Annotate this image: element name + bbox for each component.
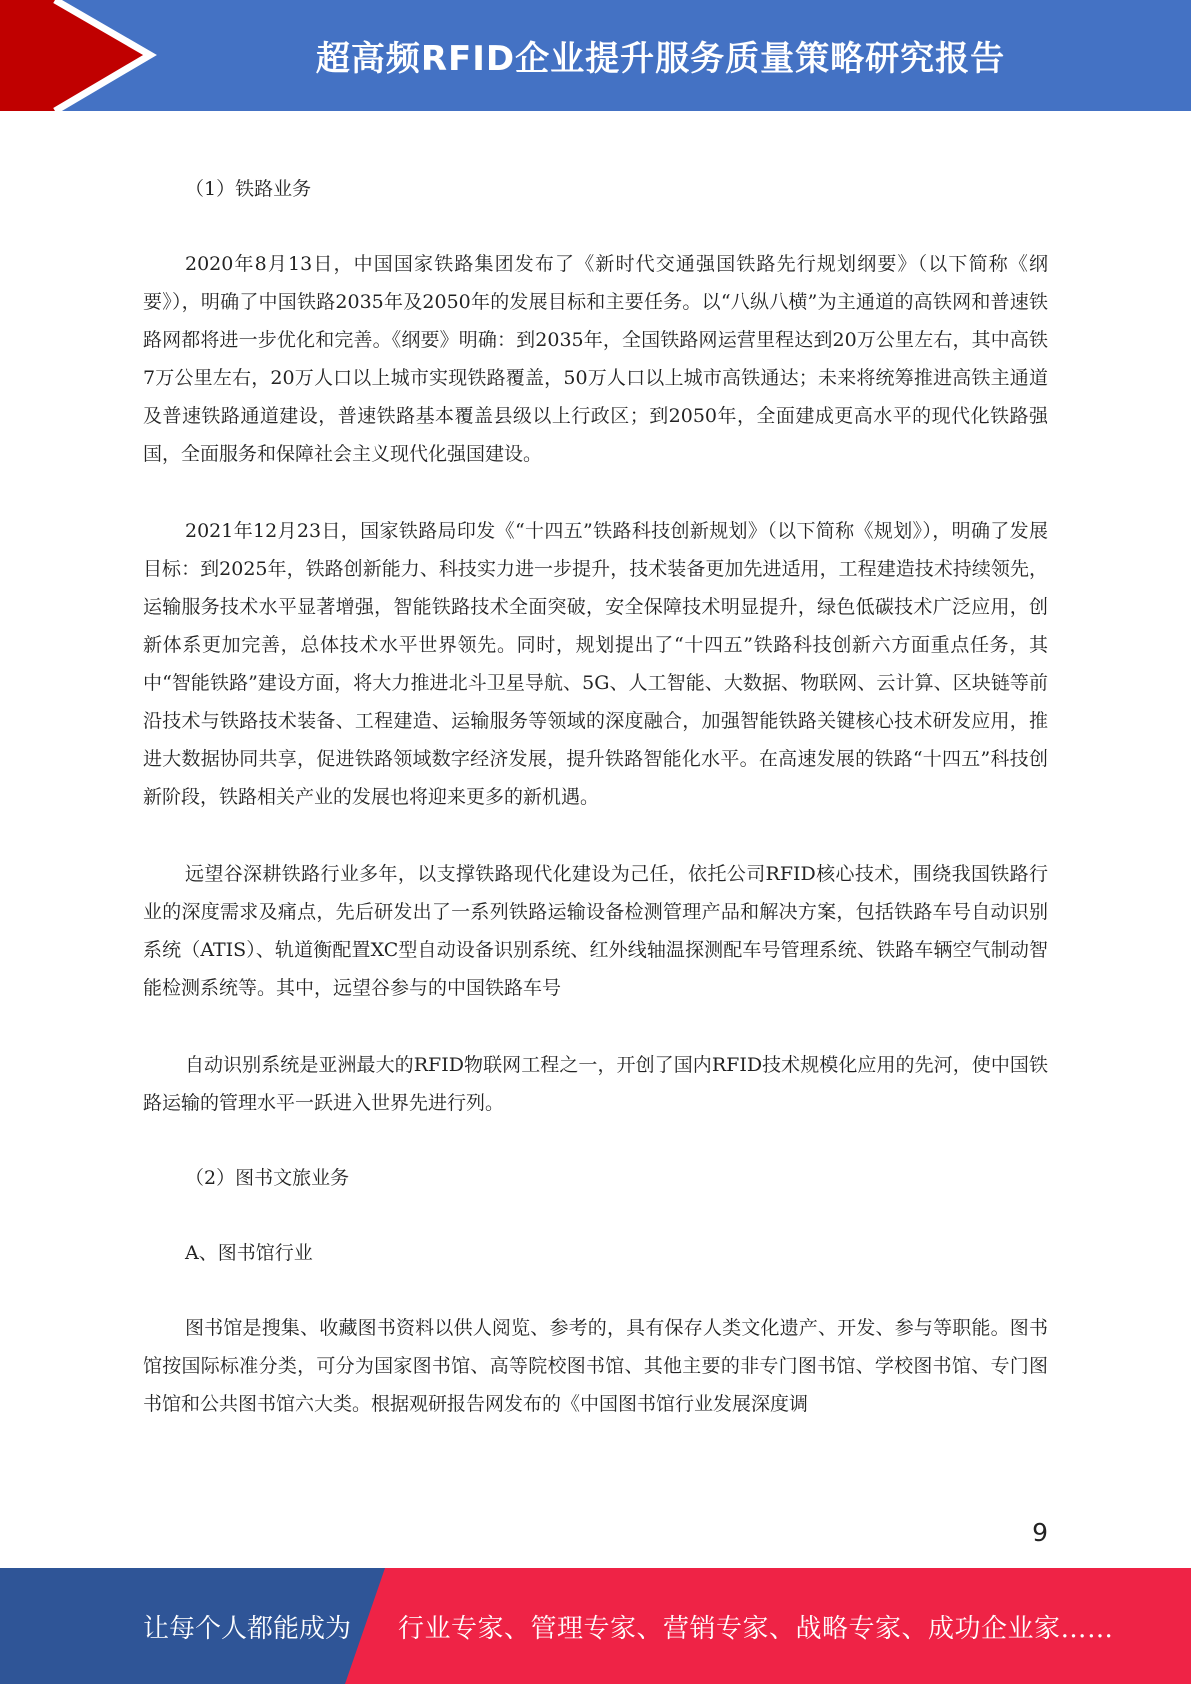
report-title: 超高频RFID企业提升服务质量策略研究报告 — [315, 39, 1006, 79]
document-body — [143, 170, 1048, 1423]
paragraph-auto-identification: 自动识别系统是亚洲最大的RFID物联网工程之一，开创了国内RFID技术规模化应用的先河，使中国铁路运输的管理水平一跃进入世界先进行列。 — [143, 1054, 1048, 1114]
section-heading-library-tourism: （2）图书文旅业务 — [185, 1167, 350, 1189]
section-heading-railway: （1）铁路业务 — [185, 178, 312, 200]
paragraph-company-railway: 远望谷深耕铁路行业多年，以支撑铁路现代化建设为己任，依托公司RFID核心技术，围绕我国铁路行业的深度需求及痛点，先后研发出了一系列铁路运输设备检测管理产品和解决方案，包括铁路车号自动识别系统（ATIS）、轨道衡配置XC型自动设备识别系统、红外线轴温探测配车号管理系统、铁路车辆空气制动智能检测系统等。其中，远望谷参与的中国铁路车号 — [143, 863, 1048, 999]
footer-slogan-right: 行业专家、管理专家、营销专家、战略专家、成功企业家…… — [398, 1613, 1114, 1644]
footer-slogan-left: 让每个人都能成为 — [143, 1613, 352, 1644]
subsection-heading-library: A、图书馆行业 — [185, 1242, 313, 1264]
paragraph-library-industry: 图书馆是搜集、收藏图书资料以供人阅览、参考的，具有保存人类文化遗产、开发、参与等职能。图书馆按国际标准分类，可分为国家图书馆、高等院校图书馆、其他主要的非专门图书馆、学校图书馆、专门图书馆和公共图书馆六大类。根据观研报告网发布的《中国图书馆行业发展深度调 — [143, 1317, 1048, 1415]
page-header — [0, 0, 1191, 111]
page-footer — [0, 1568, 1191, 1684]
paragraph-railway-outline: 2020年8月13日，中国国家铁路集团发布了《新时代交通强国铁路先行规划纲要》（以下简称《纲要》），明确了中国铁路2035年及2050年的发展目标和主要任务。以“八纵八横”为主通道的高铁网和普速铁路网都将进一步优化和完善。《纲要》明确：到2035年，全国铁路网运营里程达到20万公里左右，其中高铁7万公里左右，20万人口以上城市实现铁路覆盖，50万人口以上城市高铁通达；未来将统筹推进高铁主通道及普速铁路通道建设，普速铁路基本覆盖县级以上行政区；到2050年，全面建成更高水平的现代化铁路强国，全面服务和保障社会主义现代化强国建设。 — [143, 253, 1048, 465]
paragraph-railway-tech-plan: 2021年12月23日，国家铁路局印发《“十四五”铁路科技创新规划》（以下简称《规划》），明确了发展目标：到2025年，铁路创新能力、科技实力进一步提升，技术装备更加先进适用，工程建造技术持续领先，运输服务技术水平显著增强，智能铁路技术全面突破，安全保障技术明显提升，绿色低碳技术广泛应用，创新体系更加完善，总体技术水平世界领先。同时，规划提出了“十四五”铁路科技创新六方面重点任务，其中“智能铁路”建设方面，将大力推进北斗卫星导航、5G、人工智能、大数据、物联网、云计算、区块链等前沿技术与铁路技术装备、工程建造、运输服务等领域的深度融合，加强智能铁路关键核心技术研发应用，推进大数据协同共享，促进铁路领域数字经济发展，提升铁路智能化水平。在高速发展的铁路“十四五”科技创新阶段，铁路相关产业的发展也将迎来更多的新机遇。 — [143, 520, 1048, 808]
page-number: 9 — [1032, 1518, 1048, 1547]
